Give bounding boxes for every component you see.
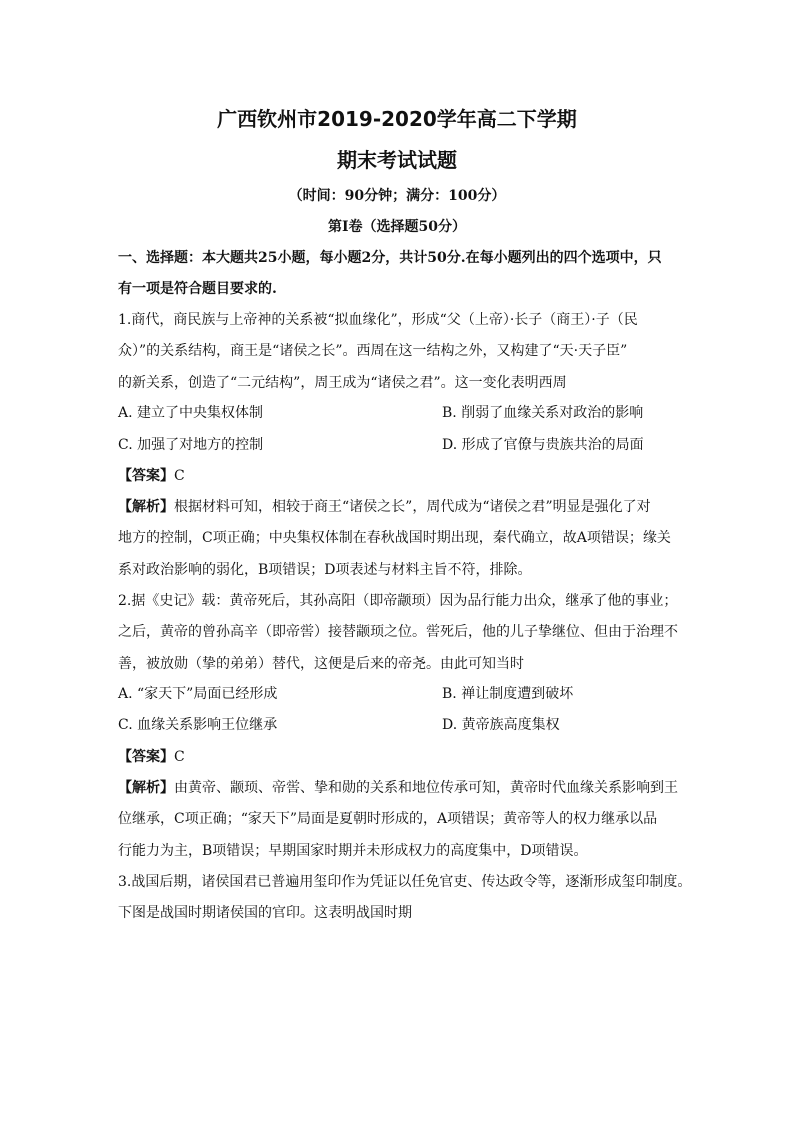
q2-option-a: A. “家天下”局面已经形成 bbox=[118, 686, 278, 702]
q1-option-a: A. 建立了中央集权体制 bbox=[118, 405, 264, 421]
exam-info: （时间：90分钟；满分：100分） bbox=[288, 188, 506, 204]
answer-value: C bbox=[174, 468, 185, 484]
q2-option-c: C. 血缘关系影响王位继承 bbox=[118, 717, 278, 733]
section-instructions bbox=[118, 243, 680, 306]
stem-line: 下图是战国时期诸侯国的官印。这表明战国时期 bbox=[118, 905, 412, 922]
q1-analysis bbox=[118, 492, 680, 586]
analysis-line: 系对政治影响的弱化，B项错误；D项表述与材料主旨不符，排除。 bbox=[118, 561, 532, 578]
answer-value: C bbox=[174, 749, 185, 765]
q1-answer bbox=[118, 466, 185, 486]
stem-line: 2.据《史记》载：黄帝死后，其孙高阳（即帝颛顼）因为品行能力出众，继承了他的事业； bbox=[118, 593, 678, 609]
stem-line: 之后，黄帝的曾孙高辛（即帝喾）接替颛顼之位。喾死后，他的儿子挚继位、但由于治理不 bbox=[118, 624, 678, 641]
q1-option-b: B. 削弱了血缘关系对政治的影响 bbox=[442, 405, 644, 421]
q2-analysis bbox=[118, 773, 680, 867]
analysis-text: 由黄帝、颛顼、帝喾、挚和勋的关系和地位传承可知，黄帝时代血缘关系影响到王 bbox=[174, 780, 678, 796]
section-line: 一、选择题：本大题共25小题，每小题2分，共计50分.在每小题列出的四个选项中，只 bbox=[118, 250, 662, 266]
q2-option-d: D. 黄帝族高度集权 bbox=[442, 717, 560, 733]
stem-line: 的新关系，创造了“二元结构”，周王成为“诸侯之君”。这一变化表明西周 bbox=[118, 374, 567, 391]
answer-tag: 【答案】 bbox=[118, 468, 174, 484]
question-1-stem bbox=[118, 305, 680, 399]
analysis-line: 位继承，C项正确；“家天下”局面是夏朝时形成的，A项错误；黄帝等人的权力继承以品 bbox=[118, 811, 658, 828]
answer-tag: 【答案】 bbox=[118, 749, 174, 765]
q2-option-b: B. 禅让制度遭到破坏 bbox=[442, 686, 574, 702]
analysis-tag: 【解析】 bbox=[118, 499, 174, 515]
q1-option-c: C. 加强了对地方的控制 bbox=[118, 437, 264, 453]
analysis-line bbox=[118, 492, 680, 523]
analysis-line: 地方的控制，C项正确；中央集权体制在春秋战国时期出现，秦代确立，故A项错误；缘关 bbox=[118, 530, 671, 547]
question-3-stem bbox=[118, 867, 692, 930]
q2-answer bbox=[118, 747, 185, 767]
q1-option-d: D. 形成了官僚与贵族共治的局面 bbox=[442, 437, 644, 453]
stem-line: 众）”的关系结构，商王是“诸侯之长”。西周在这一结构之外，又构建了“天·天子臣” bbox=[118, 343, 628, 360]
analysis-text: 根据材料可知，相较于商王“诸侯之长”，周代成为“诸侯之君”明显是强化了对 bbox=[174, 499, 651, 515]
question-2-stem bbox=[118, 586, 680, 680]
analysis-tag: 【解析】 bbox=[118, 780, 174, 796]
section-line: 有一项是符合题目要求的. bbox=[118, 281, 277, 298]
stem-line: 3.战国后期，诸侯国君已普遍用玺印作为凭证以任免官吏、传达政令等，逐渐形成玺印制度。 bbox=[118, 874, 692, 890]
analysis-line: 行能力为主，B项错误；早期国家时期并未形成权力的高度集中，D项错误。 bbox=[118, 842, 588, 859]
stem-line: 善，被放勋（挚的弟弟）替代，这便是后来的帝尧。由此可知当时 bbox=[118, 655, 524, 672]
title-line-1: 广西钦州市2019-2020学年高二下学期 bbox=[217, 107, 577, 131]
analysis-line bbox=[118, 773, 680, 804]
volume-heading: 第Ⅰ卷（选择题50分） bbox=[327, 219, 467, 235]
title-line-2: 期末考试试题 bbox=[337, 148, 457, 172]
stem-line: 1.商代，商民族与上帝神的关系被“拟血缘化”，形成“父（上帝）·长子（商王）·子（民 bbox=[118, 312, 638, 328]
